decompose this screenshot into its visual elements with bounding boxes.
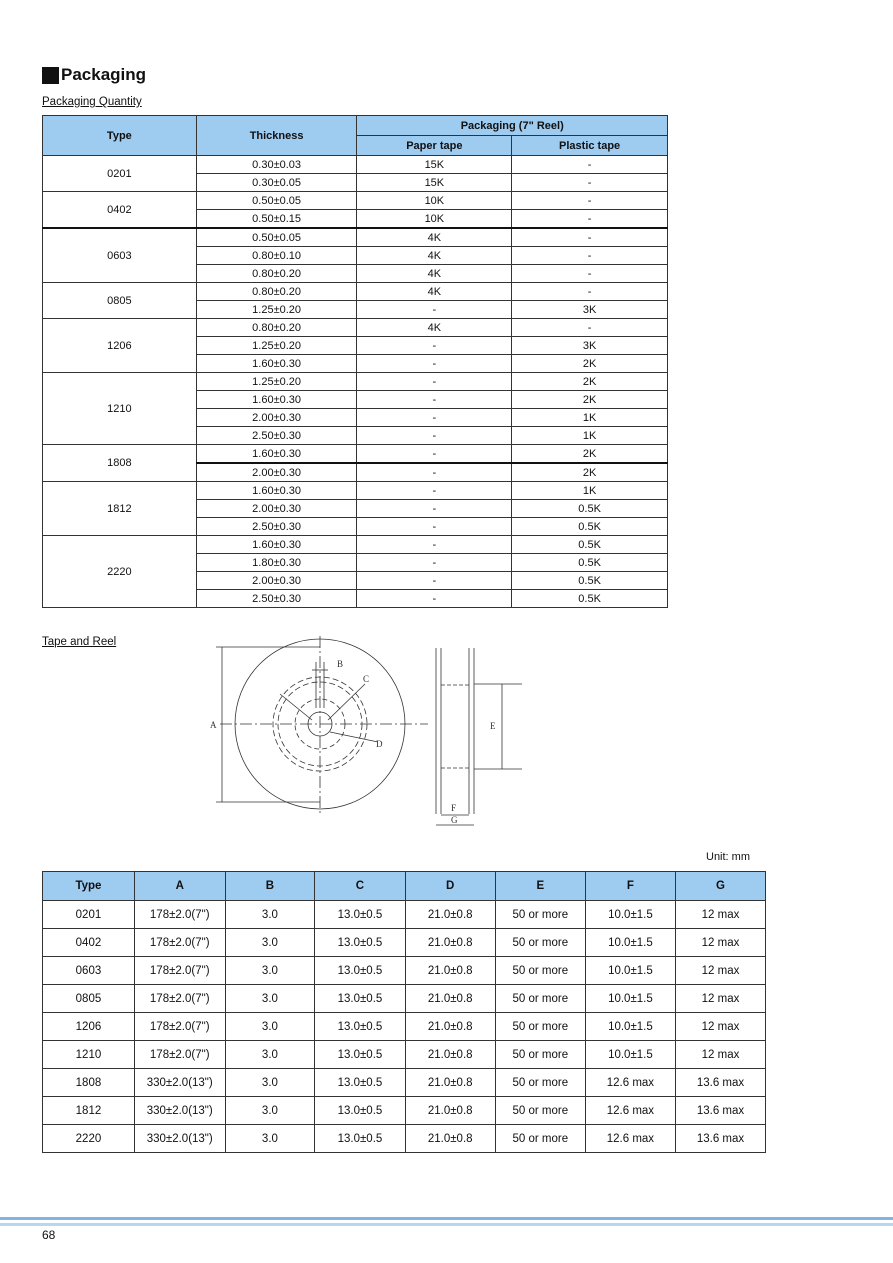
plastic-tape-cell: 3K	[512, 301, 668, 319]
thickness-cell: 0.80±0.10	[196, 247, 357, 265]
cell-e: 50 or more	[495, 1097, 585, 1125]
paper-tape-cell: 15K	[357, 156, 512, 174]
paper-tape-cell: -	[357, 463, 512, 482]
cell-a: 330±2.0(13")	[134, 1125, 225, 1153]
table-row	[43, 156, 668, 174]
table-row	[43, 1041, 766, 1069]
header-type: Type	[43, 872, 135, 901]
cell-a: 330±2.0(13")	[134, 1097, 225, 1125]
cell-type: 1206	[43, 1013, 135, 1041]
paper-tape-cell: -	[357, 337, 512, 355]
paper-tape-cell: 4K	[357, 228, 512, 247]
cell-d: 21.0±0.8	[405, 957, 495, 985]
thickness-cell: 1.60±0.30	[196, 536, 357, 554]
header-d: D	[405, 872, 495, 901]
table-row	[43, 1013, 766, 1041]
thickness-cell: 0.30±0.03	[196, 156, 357, 174]
paper-tape-cell: -	[357, 590, 512, 608]
thickness-cell: 1.60±0.30	[196, 355, 357, 373]
cell-b: 3.0	[225, 985, 315, 1013]
cell-e: 50 or more	[495, 901, 585, 929]
plastic-tape-cell: 0.5K	[512, 554, 668, 572]
cell-type: 2220	[43, 1125, 135, 1153]
paper-tape-cell: -	[357, 373, 512, 391]
cell-c: 13.0±0.5	[315, 1097, 405, 1125]
paper-tape-cell: -	[357, 355, 512, 373]
type-cell: 0603	[43, 228, 197, 283]
cell-type: 1210	[43, 1041, 135, 1069]
reel-dimensions-table	[42, 871, 766, 1153]
footer-band	[0, 1217, 893, 1226]
cell-c: 13.0±0.5	[315, 1041, 405, 1069]
cell-f: 10.0±1.5	[585, 985, 675, 1013]
cell-c: 13.0±0.5	[315, 985, 405, 1013]
paper-tape-cell: 4K	[357, 283, 512, 301]
cell-d: 21.0±0.8	[405, 1069, 495, 1097]
header-e: E	[495, 872, 585, 901]
plastic-tape-cell: 2K	[512, 463, 668, 482]
paper-tape-cell: 4K	[357, 319, 512, 337]
plastic-tape-cell: -	[512, 247, 668, 265]
paper-tape-cell: -	[357, 536, 512, 554]
paper-tape-cell: -	[357, 518, 512, 536]
header-b: B	[225, 872, 315, 901]
cell-type: 0805	[43, 985, 135, 1013]
thickness-cell: 2.00±0.30	[196, 463, 357, 482]
type-cell: 0201	[43, 156, 197, 192]
type-cell: 1206	[43, 319, 197, 373]
cell-a: 178±2.0(7")	[134, 929, 225, 957]
cell-a: 330±2.0(13")	[134, 1069, 225, 1097]
cell-f: 12.6 max	[585, 1097, 675, 1125]
table-row	[43, 445, 668, 464]
cell-g: 12 max	[676, 985, 766, 1013]
table-row	[43, 536, 668, 554]
type-cell: 0402	[43, 192, 197, 229]
header-thickness: Thickness	[196, 116, 357, 156]
table-row	[43, 192, 668, 210]
table-row	[43, 901, 766, 929]
cell-e: 50 or more	[495, 1041, 585, 1069]
paper-tape-cell: 10K	[357, 192, 512, 210]
table-row	[43, 929, 766, 957]
cell-g: 13.6 max	[676, 1069, 766, 1097]
thickness-cell: 1.60±0.30	[196, 445, 357, 464]
plastic-tape-cell: 2K	[512, 445, 668, 464]
table-row	[43, 1125, 766, 1153]
cell-g: 12 max	[676, 929, 766, 957]
cell-b: 3.0	[225, 957, 315, 985]
table-row	[43, 373, 668, 391]
header-packaging: Packaging (7" Reel)	[357, 116, 668, 136]
unit-label: Unit: mm	[706, 851, 750, 863]
section-title-text: Packaging	[61, 65, 147, 84]
thickness-cell: 1.25±0.20	[196, 301, 357, 319]
table-row	[43, 283, 668, 301]
label-e: E	[490, 721, 496, 731]
packaging-quantity-body	[43, 156, 668, 608]
cell-e: 50 or more	[495, 957, 585, 985]
paper-tape-cell: 15K	[357, 174, 512, 192]
thickness-cell: 1.80±0.30	[196, 554, 357, 572]
thickness-cell: 0.50±0.15	[196, 210, 357, 229]
table-row	[43, 319, 668, 337]
header-plastic-tape: Plastic tape	[512, 136, 668, 156]
thickness-cell: 0.80±0.20	[196, 283, 357, 301]
plastic-tape-cell: 0.5K	[512, 536, 668, 554]
cell-d: 21.0±0.8	[405, 985, 495, 1013]
thickness-cell: 2.50±0.30	[196, 590, 357, 608]
paper-tape-cell: -	[357, 482, 512, 500]
paper-tape-cell: -	[357, 391, 512, 409]
label-f: F	[451, 803, 457, 813]
paper-tape-cell: 4K	[357, 265, 512, 283]
cell-b: 3.0	[225, 1097, 315, 1125]
cell-a: 178±2.0(7")	[134, 901, 225, 929]
paper-tape-cell: -	[357, 409, 512, 427]
cell-a: 178±2.0(7")	[134, 1041, 225, 1069]
cell-d: 21.0±0.8	[405, 901, 495, 929]
thickness-cell: 2.50±0.30	[196, 518, 357, 536]
cell-e: 50 or more	[495, 985, 585, 1013]
paper-tape-cell: -	[357, 445, 512, 464]
cell-e: 50 or more	[495, 929, 585, 957]
cell-f: 10.0±1.5	[585, 1013, 675, 1041]
cell-f: 10.0±1.5	[585, 1041, 675, 1069]
cell-a: 178±2.0(7")	[134, 957, 225, 985]
plastic-tape-cell: 2K	[512, 355, 668, 373]
thickness-cell: 1.25±0.20	[196, 337, 357, 355]
cell-b: 3.0	[225, 1069, 315, 1097]
header-paper-tape: Paper tape	[357, 136, 512, 156]
plastic-tape-cell: -	[512, 174, 668, 192]
cell-d: 21.0±0.8	[405, 1041, 495, 1069]
label-b: B	[337, 659, 344, 669]
cell-g: 12 max	[676, 957, 766, 985]
paper-tape-cell: -	[357, 427, 512, 445]
cell-b: 3.0	[225, 1125, 315, 1153]
header-type: Type	[43, 116, 197, 156]
thickness-cell: 1.60±0.30	[196, 482, 357, 500]
square-bullet-icon	[42, 67, 59, 84]
thickness-cell: 0.80±0.20	[196, 319, 357, 337]
header-a: A	[134, 872, 225, 901]
paper-tape-cell: -	[357, 554, 512, 572]
type-cell: 2220	[43, 536, 197, 608]
cell-a: 178±2.0(7")	[134, 1013, 225, 1041]
cell-e: 50 or more	[495, 1013, 585, 1041]
cell-type: 0603	[43, 957, 135, 985]
reel-diagram	[200, 632, 530, 834]
plastic-tape-cell: -	[512, 192, 668, 210]
cell-b: 3.0	[225, 1013, 315, 1041]
cell-b: 3.0	[225, 929, 315, 957]
plastic-tape-cell: -	[512, 156, 668, 174]
type-cell: 1210	[43, 373, 197, 445]
type-cell: 1812	[43, 482, 197, 536]
cell-d: 21.0±0.8	[405, 1125, 495, 1153]
type-cell: 0805	[43, 283, 197, 319]
table-row	[43, 228, 668, 247]
reel-dimensions-header	[43, 872, 766, 901]
page-number: 68	[42, 1228, 56, 1242]
thickness-cell: 2.50±0.30	[196, 427, 357, 445]
packaging-quantity-subtitle: Packaging Quantity	[42, 96, 142, 108]
cell-c: 13.0±0.5	[315, 957, 405, 985]
table-row	[43, 482, 668, 500]
paper-tape-cell: -	[357, 500, 512, 518]
table-row	[43, 1097, 766, 1125]
cell-f: 10.0±1.5	[585, 901, 675, 929]
cell-e: 50 or more	[495, 1125, 585, 1153]
cell-c: 13.0±0.5	[315, 901, 405, 929]
cell-type: 0402	[43, 929, 135, 957]
header-f: F	[585, 872, 675, 901]
paper-tape-cell: 10K	[357, 210, 512, 229]
cell-b: 3.0	[225, 1041, 315, 1069]
cell-f: 12.6 max	[585, 1069, 675, 1097]
cell-type: 1808	[43, 1069, 135, 1097]
plastic-tape-cell: 1K	[512, 482, 668, 500]
cell-d: 21.0±0.8	[405, 929, 495, 957]
cell-c: 13.0±0.5	[315, 929, 405, 957]
cell-d: 21.0±0.8	[405, 1013, 495, 1041]
reel-dimensions-body	[43, 901, 766, 1153]
cell-b: 3.0	[225, 901, 315, 929]
cell-g: 13.6 max	[676, 1125, 766, 1153]
header-c: C	[315, 872, 405, 901]
plastic-tape-cell: -	[512, 319, 668, 337]
plastic-tape-cell: 0.5K	[512, 590, 668, 608]
cell-d: 21.0±0.8	[405, 1097, 495, 1125]
plastic-tape-cell: 2K	[512, 391, 668, 409]
thickness-cell: 0.80±0.20	[196, 265, 357, 283]
cell-type: 0201	[43, 901, 135, 929]
cell-type: 1812	[43, 1097, 135, 1125]
type-cell: 1808	[43, 445, 197, 482]
plastic-tape-cell: 3K	[512, 337, 668, 355]
plastic-tape-cell: -	[512, 210, 668, 229]
paper-tape-cell: -	[357, 572, 512, 590]
cell-c: 13.0±0.5	[315, 1069, 405, 1097]
cell-e: 50 or more	[495, 1069, 585, 1097]
cell-f: 10.0±1.5	[585, 929, 675, 957]
plastic-tape-cell: -	[512, 265, 668, 283]
plastic-tape-cell: 0.5K	[512, 500, 668, 518]
cell-g: 12 max	[676, 1013, 766, 1041]
plastic-tape-cell: 1K	[512, 409, 668, 427]
section-title	[42, 64, 146, 86]
plastic-tape-cell: 0.5K	[512, 572, 668, 590]
paper-tape-cell: -	[357, 301, 512, 319]
label-g: G	[451, 815, 458, 825]
thickness-cell: 0.30±0.05	[196, 174, 357, 192]
plastic-tape-cell: -	[512, 228, 668, 247]
plastic-tape-cell: -	[512, 283, 668, 301]
thickness-cell: 1.60±0.30	[196, 391, 357, 409]
thickness-cell: 2.00±0.30	[196, 572, 357, 590]
cell-g: 13.6 max	[676, 1097, 766, 1125]
header-g: G	[676, 872, 766, 901]
cell-f: 10.0±1.5	[585, 957, 675, 985]
cell-f: 12.6 max	[585, 1125, 675, 1153]
table-row	[43, 1069, 766, 1097]
table-row	[43, 957, 766, 985]
cell-a: 178±2.0(7")	[134, 985, 225, 1013]
thickness-cell: 0.50±0.05	[196, 192, 357, 210]
table-row	[43, 985, 766, 1013]
thickness-cell: 0.50±0.05	[196, 228, 357, 247]
tape-reel-subtitle: Tape and Reel	[42, 636, 117, 648]
plastic-tape-cell: 2K	[512, 373, 668, 391]
thickness-cell: 2.00±0.30	[196, 500, 357, 518]
label-c: C	[363, 674, 370, 684]
plastic-tape-cell: 1K	[512, 427, 668, 445]
cell-c: 13.0±0.5	[315, 1125, 405, 1153]
cell-g: 12 max	[676, 1041, 766, 1069]
packaging-quantity-table	[42, 115, 668, 608]
cell-g: 12 max	[676, 901, 766, 929]
thickness-cell: 2.00±0.30	[196, 409, 357, 427]
label-d: D	[376, 739, 383, 749]
plastic-tape-cell: 0.5K	[512, 518, 668, 536]
thickness-cell: 1.25±0.20	[196, 373, 357, 391]
label-a: A	[210, 720, 217, 730]
paper-tape-cell: 4K	[357, 247, 512, 265]
cell-c: 13.0±0.5	[315, 1013, 405, 1041]
